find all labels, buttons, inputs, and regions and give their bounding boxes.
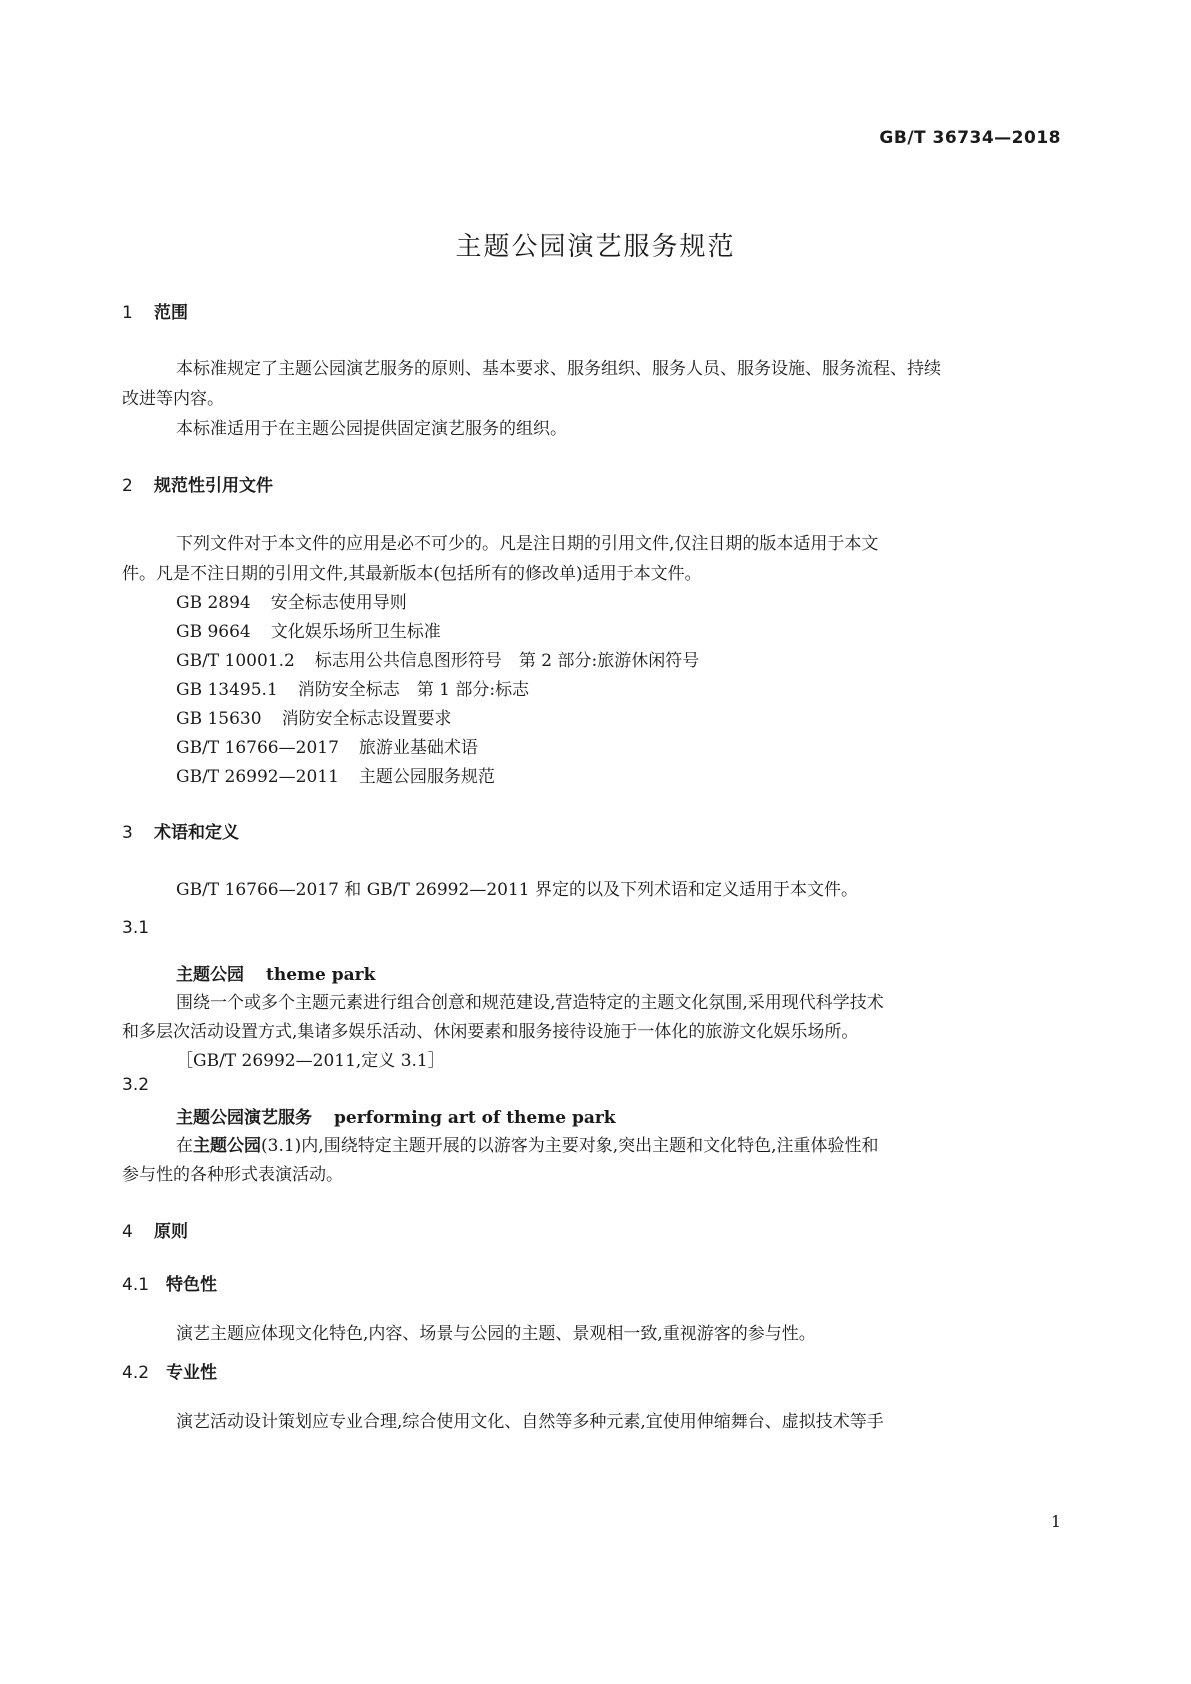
section-number: 1 [122,303,133,323]
term-heading [176,960,375,985]
page-number: 1 [1050,1512,1061,1531]
reference-item [176,704,452,729]
reference-item [176,588,407,613]
section-title: 术语和定义 [154,823,239,843]
section-title: 原则 [154,1222,188,1242]
reference-item [176,646,699,671]
reference-code: GB/T 10001.2 [176,651,295,671]
section-number: 2 [122,476,133,496]
section-4-2-heading [122,1358,217,1383]
reference-code: GB/T 26992—2011 [176,767,339,787]
section-1-heading [122,298,188,323]
term-heading [176,1103,616,1128]
term-english: performing art of theme park [334,1108,616,1128]
section-2-heading [122,471,273,496]
standard-number: GB/T 36734—2018 [879,128,1061,148]
reference-code: GB 15630 [176,709,262,729]
reference-name: 消防安全标志设置要求 [281,709,452,729]
page-title: 主题公园演艺服务规范 [455,232,736,262]
reference-name: 文化娱乐场所卫生标准 [270,622,441,642]
reference-item [176,675,529,700]
reference-item [176,617,441,642]
section-number: 4.2 [122,1363,150,1383]
s4-1-text: 演艺主题应体现文化特色,内容、场景与公园的主题、景观相一致,重视游客的参与性。 [176,1324,816,1344]
section-number: 4 [122,1222,133,1242]
section-number: 3 [122,823,133,843]
section-3-heading [122,818,239,843]
term-definition-line-2: 参与性的各种形式表演活动。 [122,1165,343,1185]
reference-name: 主题公园服务规范 [358,767,495,787]
s1-paragraph-1-line-1: 本标准规定了主题公园演艺服务的原则、基本要求、服务组织、服务人员、服务设施、服务流程、持续 [176,359,941,379]
reference-name: 旅游业基础术语 [358,738,478,758]
reference-item [176,762,495,787]
section-4-heading [122,1217,188,1242]
section-4-1-heading [122,1270,217,1295]
section-title: 特色性 [166,1275,217,1295]
s2-paragraph-line-1: 下列文件对于本文件的应用是必不可少的。凡是注日期的引用文件,仅注日期的版本适用于本文 [176,534,879,554]
term-reference: 主题公园 [193,1136,261,1156]
term-definition-line-1: 围绕一个或多个主题元素进行组合创意和规范建设,营造特定的主题文化氛围,采用现代科学技术 [176,993,884,1013]
term-chinese: 主题公园演艺服务 [176,1108,312,1128]
reference-item [176,733,478,758]
reference-code: GB/T 16766—2017 [176,738,339,758]
s1-paragraph-2: 本标准适用于在主题公园提供固定演艺服务的组织。 [176,419,567,439]
term-number: 3.1 [122,918,150,938]
reference-code: GB 9664 [176,622,251,642]
term-number: 3.2 [122,1075,150,1095]
s3-intro: GB/T 16766—2017 和 GB/T 26992—2011 界定的以及下列术语和定义适用于本文件。 [176,880,858,900]
s1-paragraph-1-line-2: 改进等内容。 [122,389,224,409]
text-segment: 在 [176,1136,193,1156]
section-title: 规范性引用文件 [154,476,273,496]
reference-code: GB 2894 [176,593,251,613]
section-title: 范围 [154,303,188,323]
section-number: 4.1 [122,1275,150,1295]
s4-2-text: 演艺活动设计策划应专业合理,综合使用文化、自然等多种元素,宜使用伸缩舞台、虚拟技术等手 [176,1412,884,1432]
term-english: theme park [266,965,376,985]
term-definition-line-1 [176,1131,879,1156]
s2-paragraph-line-2: 件。凡是不注日期的引用文件,其最新版本(包括所有的修改单)适用于本文件。 [122,564,702,584]
term-chinese: 主题公园 [176,965,244,985]
reference-name: 标志用公共信息图形符号 第 2 部分:旅游休闲符号 [314,651,700,671]
term-definition-line-2: 和多层次活动设置方式,集诸多娱乐活动、休闲要素和服务接待设施于一体化的旅游文化娱乐场所。 [122,1022,859,1042]
reference-code: GB 13495.1 [176,680,278,700]
section-title: 专业性 [166,1363,217,1383]
reference-name: 消防安全标志 第 1 部分:标志 [297,680,530,700]
text-segment: (3.1)内,围绕特定主题开展的以游客为主要对象,突出主题和文化特色,注重体验性和 [261,1136,879,1156]
reference-name: 安全标志使用导则 [270,593,407,613]
term-source: ［GB/T 26992—2011,定义 3.1］ [176,1051,445,1071]
